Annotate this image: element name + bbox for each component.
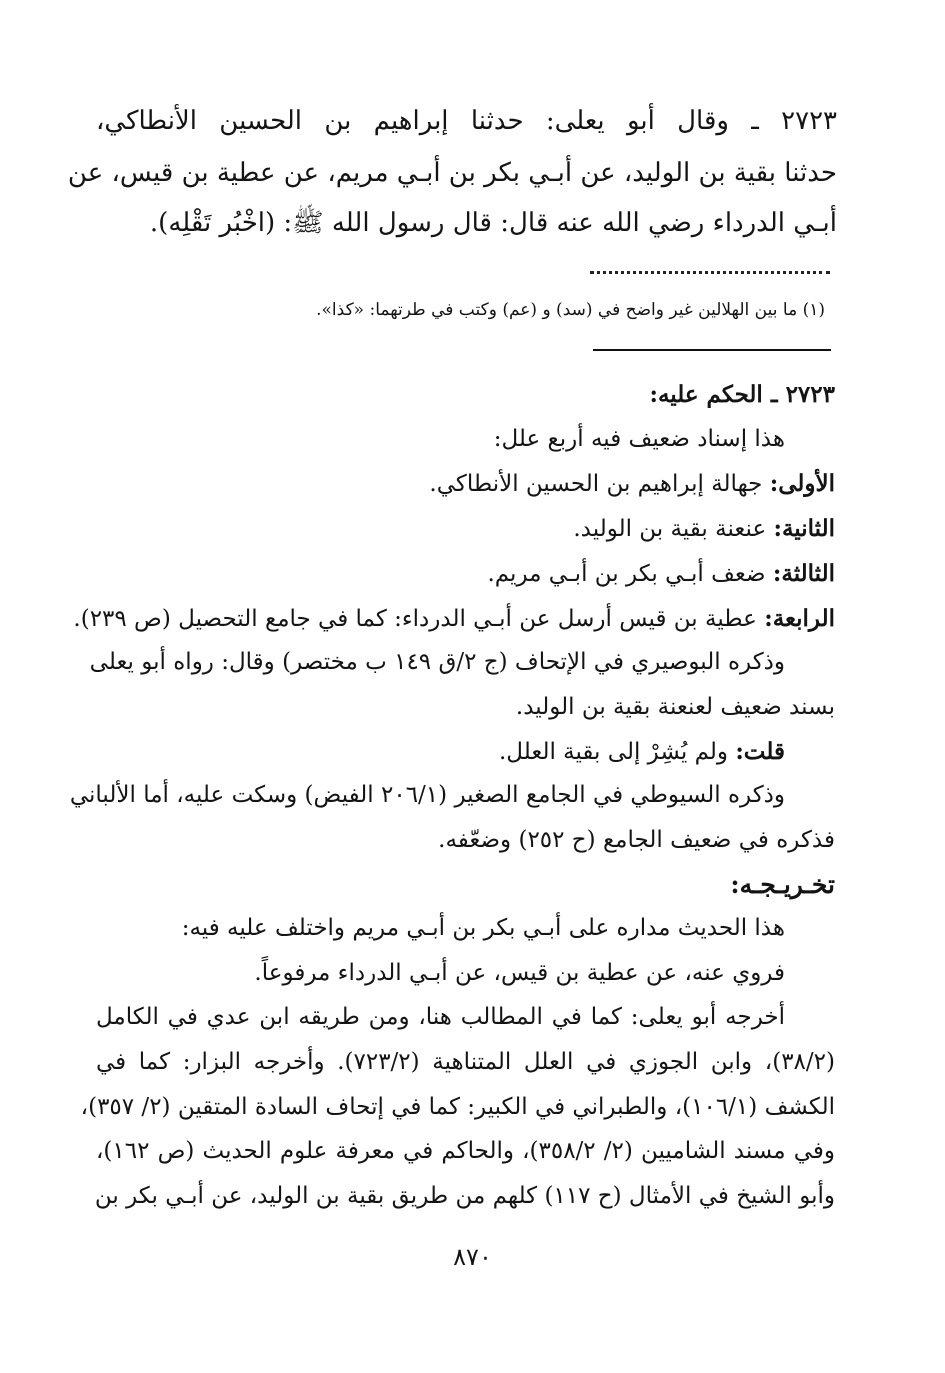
defect-second-text: عنعنة بقية بن الوليد. <box>573 516 774 542</box>
busiri-line-2: بسند ضعيف لعنعنة بقية بن الوليد. <box>515 694 835 720</box>
defect-second <box>96 517 835 541</box>
defect-third-text: ضعف أبـي بكر بن أبـي مريم. <box>487 561 773 587</box>
defect-fourth <box>73 605 835 632</box>
defect-third <box>96 562 835 586</box>
ruling-heading: ٢٧٢٣ ـ الحكم عليه: <box>649 381 835 408</box>
takhrij-line-2: (٣٨/٢)، وابن الجوزي في العلل المتناهية (٧٢٣/٢). وأخرجه البزار: كما في <box>96 1049 835 1075</box>
hadith-line-2: حدثنا بقية بن الوليد، عن أبـي بكر بن أبـي مريم، عن عطية بن قيس، عن <box>67 158 837 188</box>
madar-line: هذا الحديث مداره على أبـي بكر بن أبـي مريم واختلف عليه فيه: <box>181 915 785 941</box>
takhrij-line-1: أخرجه أبو يعلى: كما في المطالب هنا، ومن طريقه ابن عدي في الكامل <box>96 1004 785 1030</box>
defect-second-label: الثانية: <box>773 515 835 542</box>
busiri-line-1: وذكره البوصيري في الإتحاف (ج ٢/ق ١٤٩ ب مختصر) وقال: رواه أبو يعلى <box>89 649 785 675</box>
defect-third-label: الثالثة: <box>772 560 835 587</box>
rawi-line: فروي عنه، عن عطية بن قيس، عن أبـي الدرداء مرفوعاً. <box>254 960 785 986</box>
qultu-line <box>499 740 785 764</box>
page-number: ٨٧٠ <box>453 1243 492 1271</box>
defect-first <box>96 472 835 496</box>
footnote-separator <box>590 271 830 278</box>
qultu-text: ولم يُشِرْ إلى بقية العلل. <box>499 739 736 765</box>
section-divider <box>593 349 831 351</box>
qultu-label: قلت: <box>735 738 785 765</box>
ruling-intro: هذا إسناد ضعيف فيه أربع علل: <box>493 426 785 452</box>
takhrij-line-5: وأبو الشيخ في الأمثال (ح ١١٧) كلهم من طريق بقية بن الوليد، عن أبـي بكر بن <box>94 1183 835 1209</box>
takhrij-line-3: الكشف (١٠٦/١)، والطبراني في الكبير: كما في إتحاف السادة المتقين (٢/ ٣٥٧)، <box>80 1094 835 1120</box>
hadith-line-1: ٢٧٢٣ ـ وقال أبو يعلى: حدثنا إبراهيم بن الحسين الأنطاكي، <box>96 106 837 136</box>
suyuti-line-1: وذكره السيوطي في الجامع الصغير (٢٠٦/١ الفيض) وسكت عليه، أما الألباني <box>69 782 785 808</box>
defect-first-label: الأولى: <box>769 470 835 497</box>
footnote: (١) ما بين الهلالين غير واضح في (سد) و (عم) وكتب في طرتهما: «كذا». <box>316 300 825 320</box>
takhrij-heading: تخـريـجـه: <box>730 870 835 899</box>
hadith-line-3: أبـي الدرداء رضي الله عنه قال: قال رسول الله ﷺ: (اخْبُر تَقْلِه). <box>149 208 837 238</box>
defect-fourth-text: عطية بن قيس أرسل عن أبـي الدرداء: كما في جامع التحصيل (ص ٢٣٩). <box>73 606 765 632</box>
defect-first-text: جهالة إبراهيم بن الحسين الأنطاكي. <box>429 471 770 497</box>
suyuti-line-2: فذكره في ضعيف الجامع (ح ٢٥٢) وضعّفه. <box>438 827 835 853</box>
defect-fourth-label: الرابعة: <box>764 605 835 632</box>
takhrij-line-4: وفي مسند الشاميين (٢/ ٣٥٨/٢)، والحاكم في معرفة علوم الحديث (ص ١٦٢)، <box>96 1138 835 1164</box>
